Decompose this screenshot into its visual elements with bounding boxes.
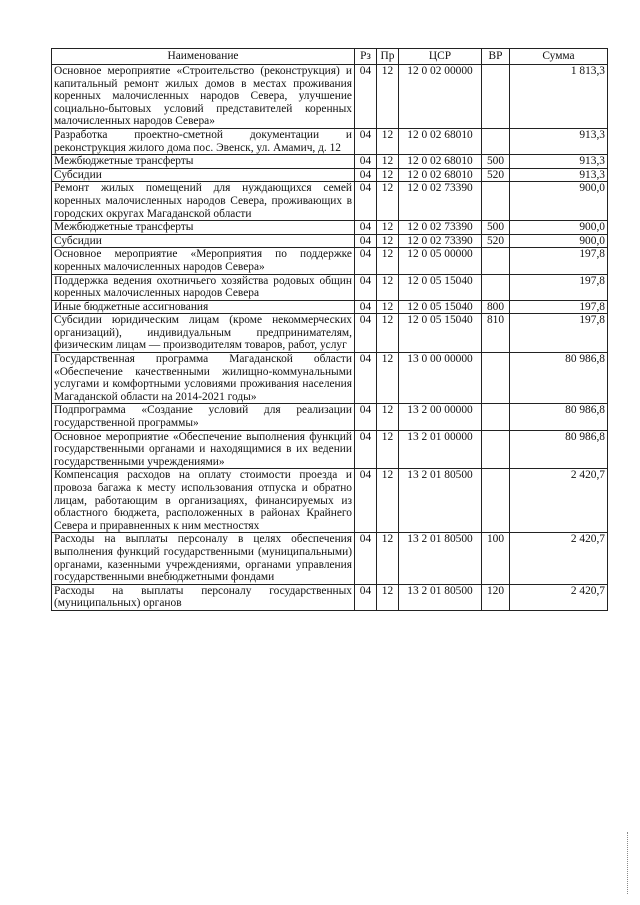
table-row: [52, 404, 608, 430]
row-vr-cell: [482, 65, 510, 129]
row-csr-cell: 13 2 00 00000: [399, 404, 482, 430]
row-rz-cell: 04: [355, 65, 377, 129]
row-csr-cell: 12 0 05 00000: [399, 248, 482, 274]
header-row: [52, 49, 608, 65]
row-rz-cell: 04: [355, 584, 377, 610]
row-rz-cell: 04: [355, 533, 377, 584]
row-csr-cell: 12 0 02 73390: [399, 234, 482, 248]
row-name-cell: Субсидии: [52, 234, 355, 248]
row-pr-cell: 12: [377, 168, 399, 182]
row-name-cell: Ремонт жилых помещений для нуждающихся семей коренных малочисленных народов Севера, проживающих в городских округах Магаданской области: [52, 182, 355, 221]
row-sum-cell: 900,0: [510, 182, 608, 221]
table-row: [52, 584, 608, 610]
row-sum-cell: 197,8: [510, 274, 608, 300]
row-csr-cell: 12 0 02 00000: [399, 65, 482, 129]
row-csr-cell: 12 0 02 73390: [399, 182, 482, 221]
row-name-cell: Иные бюджетные ассигнования: [52, 300, 355, 314]
table-row: [52, 430, 608, 469]
row-vr-cell: [482, 248, 510, 274]
row-pr-cell: 12: [377, 300, 399, 314]
row-vr-cell: [482, 128, 510, 154]
table-row: [52, 234, 608, 248]
row-sum-cell: 2 420,7: [510, 533, 608, 584]
row-sum-cell: 2 420,7: [510, 584, 608, 610]
table-row: [52, 155, 608, 169]
scan-artifact-line: [627, 832, 629, 894]
row-vr-cell: [482, 274, 510, 300]
row-pr-cell: 12: [377, 584, 399, 610]
row-vr-cell: [482, 353, 510, 404]
row-rz-cell: 04: [355, 234, 377, 248]
row-pr-cell: 12: [377, 404, 399, 430]
row-csr-cell: 13 2 01 80500: [399, 584, 482, 610]
row-name-cell: Разработка проектно-сметной документации и реконструкция жилого дома пос. Эвенск, ул. Амамич, д. 12: [52, 128, 355, 154]
row-pr-cell: 12: [377, 314, 399, 353]
row-sum-cell: 80 986,8: [510, 430, 608, 469]
table-row: [52, 274, 608, 300]
row-sum-cell: 80 986,8: [510, 404, 608, 430]
row-rz-cell: 04: [355, 404, 377, 430]
row-csr-cell: 12 0 05 15040: [399, 314, 482, 353]
row-rz-cell: 04: [355, 274, 377, 300]
row-sum-cell: 1 813,3: [510, 65, 608, 129]
row-pr-cell: 12: [377, 182, 399, 221]
row-rz-cell: 04: [355, 300, 377, 314]
row-sum-cell: 197,8: [510, 314, 608, 353]
row-rz-cell: 04: [355, 182, 377, 221]
table-row: [52, 300, 608, 314]
row-sum-cell: 913,3: [510, 128, 608, 154]
row-sum-cell: 80 986,8: [510, 353, 608, 404]
row-sum-cell: 913,3: [510, 168, 608, 182]
row-sum-cell: 900,0: [510, 221, 608, 235]
row-rz-cell: 04: [355, 248, 377, 274]
table-row: [52, 248, 608, 274]
row-rz-cell: 04: [355, 155, 377, 169]
row-rz-cell: 04: [355, 314, 377, 353]
row-csr-cell: 12 0 02 73390: [399, 221, 482, 235]
header-name: Наименование: [52, 49, 355, 65]
row-pr-cell: 12: [377, 155, 399, 169]
row-name-cell: Расходы на выплаты персоналу в целях обеспечения выполнения функций государственными (муниципальными) органами, казенными учреждениями, органами управления государственными внебюджетными фондами: [52, 533, 355, 584]
row-vr-cell: 800: [482, 300, 510, 314]
row-rz-cell: 04: [355, 221, 377, 235]
table-row: [52, 168, 608, 182]
row-pr-cell: 12: [377, 430, 399, 469]
header-csr: ЦСР: [399, 49, 482, 65]
table-row: [52, 533, 608, 584]
row-csr-cell: 12 0 02 68010: [399, 128, 482, 154]
row-csr-cell: 13 2 01 80500: [399, 469, 482, 533]
row-pr-cell: 12: [377, 533, 399, 584]
table-row: [52, 314, 608, 353]
row-vr-cell: 500: [482, 221, 510, 235]
row-name-cell: Компенсация расходов на оплату стоимости проезда и провоза багажа к месту использования отпуска и обратно лицам, работающим в организациях, финансируемых из областного бюджета, расположенных в районах Крайнего Севера и приравненных к ним местностях: [52, 469, 355, 533]
row-pr-cell: 12: [377, 234, 399, 248]
row-sum-cell: 197,8: [510, 300, 608, 314]
row-pr-cell: 12: [377, 65, 399, 129]
table-row: [52, 353, 608, 404]
row-name-cell: Субсидии: [52, 168, 355, 182]
budget-table: [51, 48, 608, 611]
row-sum-cell: 900,0: [510, 234, 608, 248]
row-vr-cell: 120: [482, 584, 510, 610]
row-csr-cell: 13 0 00 00000: [399, 353, 482, 404]
row-csr-cell: 12 0 05 15040: [399, 274, 482, 300]
header-rz: Рз: [355, 49, 377, 65]
row-name-cell: Межбюджетные трансферты: [52, 155, 355, 169]
table-row: [52, 182, 608, 221]
table-row: [52, 65, 608, 129]
table-row: [52, 469, 608, 533]
row-rz-cell: 04: [355, 353, 377, 404]
row-pr-cell: 12: [377, 353, 399, 404]
table-row: [52, 128, 608, 154]
row-csr-cell: 13 2 01 80500: [399, 533, 482, 584]
row-rz-cell: 04: [355, 430, 377, 469]
row-name-cell: Субсидии юридическим лицам (кроме некоммерческих организаций), индивидуальным предпринимателям, физическим лицам — производителям товаров, работ, услуг: [52, 314, 355, 353]
header-sum: Сумма: [510, 49, 608, 65]
header-vr: ВР: [482, 49, 510, 65]
row-name-cell: Основное мероприятие «Мероприятия по поддержке коренных малочисленных народов Севера»: [52, 248, 355, 274]
row-csr-cell: 12 0 02 68010: [399, 168, 482, 182]
row-vr-cell: 100: [482, 533, 510, 584]
row-rz-cell: 04: [355, 128, 377, 154]
table-body: [52, 65, 608, 611]
row-vr-cell: [482, 430, 510, 469]
table-row: [52, 221, 608, 235]
row-pr-cell: 12: [377, 248, 399, 274]
row-name-cell: Государственная программа Магаданской области «Обеспечение качественными жилищно-коммунальными услугами и комфортными условиями проживания населения Магаданской области на 2014-2021 годы»: [52, 353, 355, 404]
row-vr-cell: 810: [482, 314, 510, 353]
row-csr-cell: 13 2 01 00000: [399, 430, 482, 469]
header-pr: Пр: [377, 49, 399, 65]
row-sum-cell: 913,3: [510, 155, 608, 169]
row-rz-cell: 04: [355, 469, 377, 533]
row-vr-cell: 520: [482, 234, 510, 248]
row-pr-cell: 12: [377, 128, 399, 154]
row-name-cell: Расходы на выплаты персоналу государственных (муниципальных) органов: [52, 584, 355, 610]
row-name-cell: Основное мероприятие «Строительство (реконструкция) и капитальный ремонт жилых домов в местах проживания коренных малочисленных народов Севера, улучшение социально-бытовых условий представителей коренных малочисленных народов Севера»: [52, 65, 355, 129]
row-name-cell: Межбюджетные трансферты: [52, 221, 355, 235]
row-vr-cell: [482, 404, 510, 430]
row-vr-cell: [482, 469, 510, 533]
row-vr-cell: [482, 182, 510, 221]
row-vr-cell: 500: [482, 155, 510, 169]
row-csr-cell: 12 0 05 15040: [399, 300, 482, 314]
row-csr-cell: 12 0 02 68010: [399, 155, 482, 169]
row-pr-cell: 12: [377, 469, 399, 533]
row-pr-cell: 12: [377, 274, 399, 300]
row-sum-cell: 2 420,7: [510, 469, 608, 533]
row-rz-cell: 04: [355, 168, 377, 182]
row-name-cell: Подпрограмма «Создание условий для реализации государственной программы»: [52, 404, 355, 430]
row-pr-cell: 12: [377, 221, 399, 235]
row-name-cell: Поддержка ведения охотничьего хозяйства родовых общин коренных малочисленных народов Севера: [52, 274, 355, 300]
row-name-cell: Основное мероприятие «Обеспечение выполнения функций государственными органами и находящимися в их ведении государственными учреждениями»: [52, 430, 355, 469]
row-sum-cell: 197,8: [510, 248, 608, 274]
row-vr-cell: 520: [482, 168, 510, 182]
